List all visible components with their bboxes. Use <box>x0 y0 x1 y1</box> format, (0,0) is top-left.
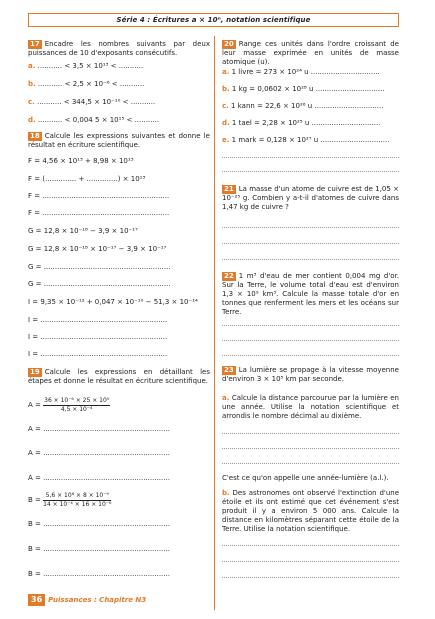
item-expression: 1 tael = 2,28 × 10²⁵ u ............................... <box>231 119 381 127</box>
ex18-line: G = 12,8 × 10⁻¹⁸ − 3,9 × 10⁻¹⁷ <box>28 227 138 235</box>
fraction <box>43 397 110 414</box>
answer-line[interactable] <box>222 577 399 578</box>
answer-line[interactable] <box>222 545 399 546</box>
exercise-instruction: Encadre les nombres suivants par deux puissances de 10 d'exposants consécutifs. <box>28 40 210 57</box>
ex18-answer-line[interactable]: F = ......................................................... <box>28 192 170 200</box>
exercise-instruction: Range ces unités dans l'ordre croissant de leur masse exprimée en unités de masse atomique (u). <box>222 40 399 66</box>
exercise-instruction: Calcule les expressions suivantes et donne le résultat en écriture scientifique. <box>28 132 210 149</box>
item-letter: a. <box>222 394 230 402</box>
ex19-answer-line[interactable]: B = ......................................................... <box>28 545 170 553</box>
exercise-22 <box>222 272 399 317</box>
ex23-part-b <box>222 489 399 534</box>
ex17-item-c[interactable] <box>28 98 155 106</box>
exercise-number: 18 <box>30 132 40 140</box>
exercise-number: 19 <box>30 368 40 376</box>
column-divider <box>214 36 215 610</box>
item-expression: ........... < 344,5 × 10⁻¹⁰ < ........... <box>37 98 156 106</box>
ex19-answer-line[interactable]: A = ......................................................... <box>28 425 170 433</box>
answer-line[interactable] <box>222 561 399 562</box>
fraction-denominator: 14 × 10⁻⁴ × 16 × 10⁻⁶ <box>43 501 112 508</box>
answer-line[interactable] <box>222 355 399 356</box>
answer-line[interactable] <box>222 463 399 464</box>
exercise-number: 17 <box>30 40 40 48</box>
answer-line[interactable] <box>222 325 399 326</box>
item-letter: d. <box>222 119 230 127</box>
answer-line[interactable] <box>222 433 399 434</box>
exercise-18 <box>28 132 210 150</box>
exercise-number: 23 <box>224 366 234 374</box>
ex19-b-fraction <box>28 492 111 509</box>
item-expression: 1 mark = 0,128 × 10²⁷ u ............................... <box>231 136 390 144</box>
exercise-17 <box>28 40 210 58</box>
fraction-lhs: A = <box>28 401 41 410</box>
ex18-answer-line[interactable]: F = ......................................................... <box>28 209 170 217</box>
answer-line[interactable] <box>222 157 399 158</box>
ex20-item-e[interactable] <box>222 136 389 144</box>
ex18-line[interactable]: F = (.............. + ..............) × 10¹³ <box>28 175 146 183</box>
fraction-numerator: 36 × 10⁻⁶ × 25 × 10⁵ <box>44 397 110 404</box>
exercise-instruction: La lumière se propage à la vitesse moyenne d'environ 3 × 10⁵ km par seconde. <box>222 366 399 383</box>
series-title: Série 4 : Écritures a × 10ⁿ, notation scientifique <box>116 15 311 24</box>
exercise-23 <box>222 366 399 384</box>
item-letter: b. <box>222 85 230 93</box>
ex20-item-a[interactable] <box>222 68 380 76</box>
ex20-item-c[interactable] <box>222 102 383 110</box>
page-number: 36 <box>28 594 45 606</box>
item-letter: e. <box>222 136 230 144</box>
answer-line[interactable] <box>222 227 399 228</box>
ex17-item-b[interactable] <box>28 80 144 88</box>
item-letter: d. <box>28 116 36 124</box>
item-letter: a. <box>28 62 36 70</box>
ex18-answer-line[interactable]: I = ......................................................... <box>28 350 168 358</box>
ex18-line: F = 4,56 × 10¹³ + 8,98 × 10¹³ <box>28 157 134 165</box>
ex17-item-d[interactable] <box>28 116 159 124</box>
item-expression: ........... < 0,004 5 × 10¹⁵ < ........... <box>37 116 160 124</box>
ex19-answer-line[interactable]: A = ......................................................... <box>28 474 170 482</box>
ex19-answer-line[interactable]: B = ......................................................... <box>28 570 170 578</box>
chapter-label: Puissances : Chapitre N3 <box>48 595 147 604</box>
fraction-lhs: B = <box>28 496 41 505</box>
part-instruction: Calcule la distance parcourue par la lumière en une année. Utilise la notation scientifique et arrondis le nombre décimal au dixième. <box>222 394 399 420</box>
ex20-item-b[interactable] <box>222 85 385 93</box>
ex17-item-a[interactable] <box>28 62 143 70</box>
fraction-denominator: 4,5 × 10⁻⁴ <box>60 406 93 413</box>
answer-line[interactable] <box>222 340 399 341</box>
ex23-part-a <box>222 394 399 421</box>
exercise-number: 22 <box>224 272 234 280</box>
ex20-item-d[interactable] <box>222 119 380 127</box>
ex19-answer-line[interactable]: B = ......................................................... <box>28 520 170 528</box>
answer-line[interactable] <box>222 243 399 244</box>
ex18-answer-line[interactable]: G = ......................................................... <box>28 280 171 288</box>
item-letter: c. <box>222 102 229 110</box>
item-letter: b. <box>222 489 230 497</box>
light-year-note: C'est ce qu'on appelle une année-lumière (a.l.). <box>222 474 389 482</box>
ex19-answer-line[interactable]: A = ......................................................... <box>28 449 170 457</box>
answer-line[interactable] <box>222 259 399 260</box>
item-expression: 1 kg = 0,0602 × 10²⁸ u ............................... <box>231 85 385 93</box>
exercise-number: 20 <box>224 40 234 48</box>
ex18-line: I = 9,35 × 10⁻¹² + 0,047 × 10⁻¹⁰ − 51,3 × 10⁻¹⁴ <box>28 298 198 306</box>
item-expression: 1 livre = 273 × 10²⁴ u ............................... <box>231 68 380 76</box>
answer-line[interactable] <box>222 448 399 449</box>
item-expression: 1 kann = 22,6 × 10²⁶ u ............................... <box>231 102 384 110</box>
ex18-answer-line[interactable]: I = ......................................................... <box>28 333 168 341</box>
ex18-answer-line[interactable]: I = ......................................................... <box>28 316 168 324</box>
exercise-instruction: Calcule les expressions en détaillant les étapes et donne le résultat en écriture scientifique. <box>28 368 210 385</box>
exercise-19 <box>28 368 210 386</box>
part-instruction: Des astronomes ont observé l'extinction d'une étoile et ils ont estimé que cet événement s'est produit il y a environ 5 000 ans. Calcule la distance en kilomètres séparant cette étoile de la Terre. Utilise la notation scientifique. <box>222 489 399 533</box>
fraction-numerator: 5,6 × 10⁸ × 8 × 10⁻⁹ <box>43 492 111 501</box>
item-expression: ........... < 3,5 × 10¹³ < ........... <box>37 62 144 70</box>
ex18-line: G = 12,8 × 10⁻¹⁸ × 10⁻¹⁷ − 3,9 × 10⁻¹⁷ <box>28 245 167 253</box>
exercise-number: 21 <box>224 185 234 193</box>
ex18-answer-line[interactable]: G = ......................................................... <box>28 263 171 271</box>
answer-line[interactable] <box>222 171 399 172</box>
ex19-a-fraction <box>28 397 110 414</box>
exercise-21 <box>222 185 399 212</box>
page-footer <box>28 593 146 607</box>
item-letter: c. <box>28 98 35 106</box>
item-expression: ........... < 2,5 × 10⁻⁶ < ........... <box>37 80 145 88</box>
exercise-20 <box>222 40 399 67</box>
fraction <box>43 492 111 509</box>
exercise-instruction: La masse d'un atome de cuivre est de 1,05 × 10⁻²⁵ g. Combien y a-t-il d'atomes de cuivre dans 1,47 kg de cuivre ? <box>222 185 399 211</box>
series-header <box>28 13 399 27</box>
item-letter: a. <box>222 68 230 76</box>
item-letter: b. <box>28 80 36 88</box>
exercise-instruction: 1 m³ d'eau de mer contient 0,004 mg d'or. Sur la Terre, le volume total d'eau est d'environ 1,3 × 10⁹ km³. Calcule la masse totale d'or en tonnes que renferment les mers et les océans sur Terre. <box>222 272 399 316</box>
